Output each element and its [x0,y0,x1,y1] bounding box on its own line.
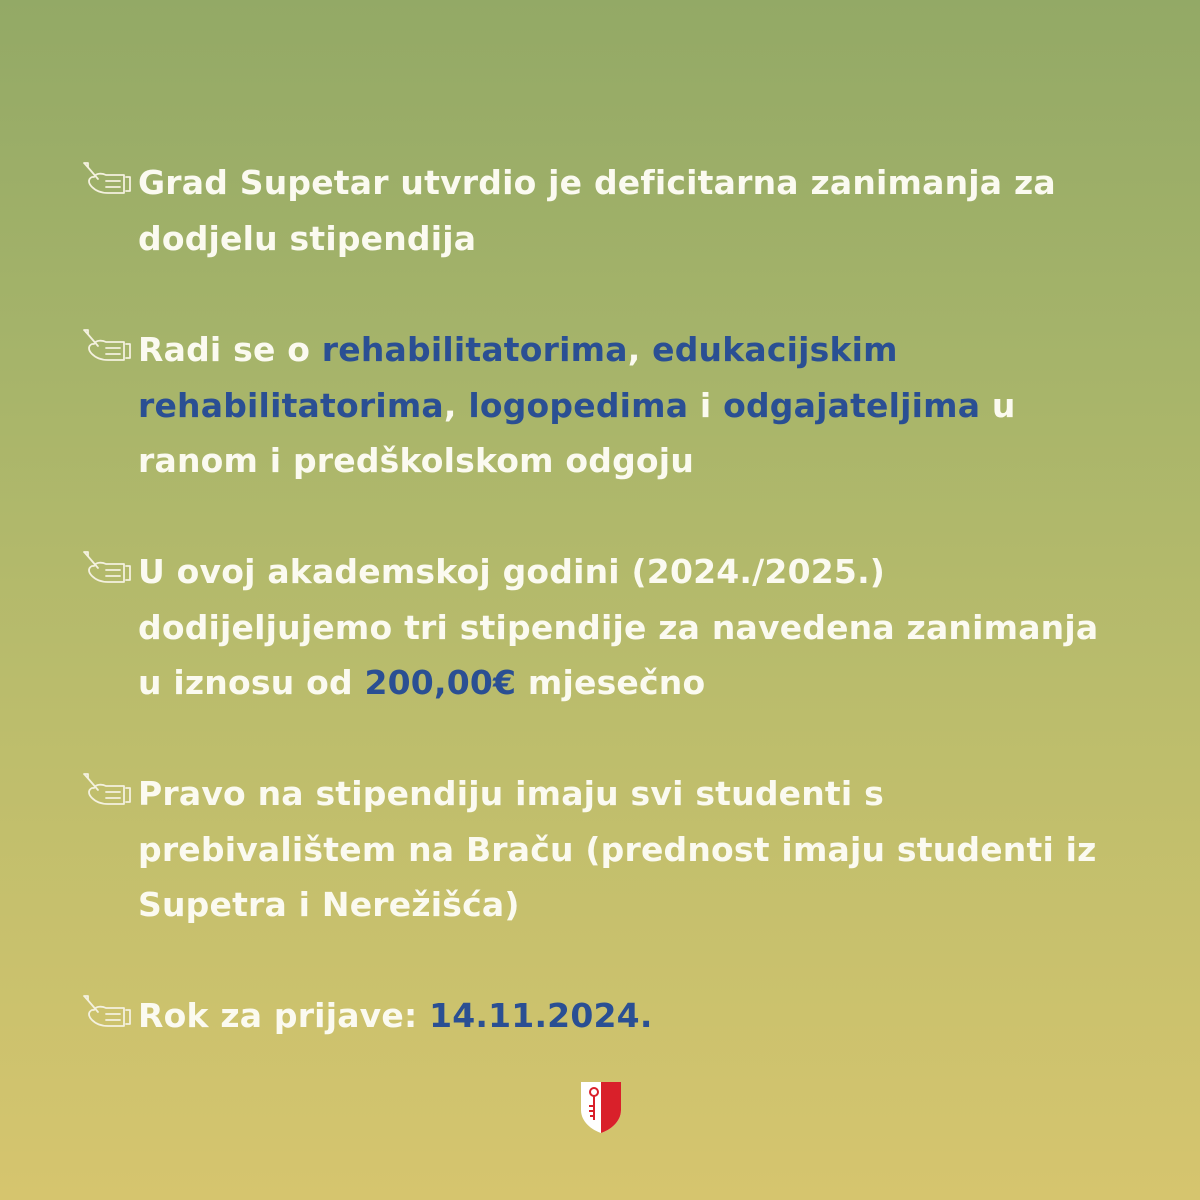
writing-hand-icon [80,992,132,1032]
text-segment: Rok za prijave: [138,996,430,1035]
info-item-text [138,544,1100,711]
text-segment: , [443,385,469,425]
info-item-text [138,766,1100,933]
text-segment: Radi se o [138,330,322,369]
writing-hand-icon [80,326,132,366]
highlight-amount: 200,00€ [364,663,517,702]
writing-hand-icon [80,548,132,588]
info-item-text [138,155,1100,266]
info-item-scholarship-amount [80,544,1100,711]
highlight-logopedima: logopedima [468,385,689,425]
text-segment: mjesečno [516,663,706,702]
text-segment: , [627,330,653,369]
highlight-edukacijskim-rehabilitatorima: edukacijskim rehabilitatorima [138,330,898,425]
info-item-occupations [80,322,1100,489]
writing-hand-icon [80,159,132,199]
highlight-rehabilitatorima: rehabilitatorima [321,330,628,369]
text-segment: Pravo na stipendiju imaju svi studenti s prebivalištem na Braču (prednost imaju studenti iz Supetra i Nerežišća) [138,774,1097,924]
text-segment: Grad Supetar utvrdio je deficitarna zanimanja za dodjelu stipendija [138,163,1056,258]
info-item-eligibility [80,766,1100,933]
info-item-deadline [80,988,1100,1044]
text-segment: i [688,385,724,425]
info-item-grad-supetar [80,155,1100,266]
text-segment: U ovoj akademskoj godini (2024./2025.) dodijeljujemo tri stipendije za navedena zanimanja u iznosu od [138,552,1099,702]
highlight-deadline-date: 14.11.2024. [429,996,653,1035]
info-item-text [138,988,1100,1044]
info-item-text [138,322,1100,489]
writing-hand-icon [80,770,132,810]
coat-of-arms-logo [580,1080,622,1134]
highlight-odgajateljima: odgajateljima [723,385,981,425]
text-segment: u ranom i predškolskom odgoju [138,385,1016,480]
